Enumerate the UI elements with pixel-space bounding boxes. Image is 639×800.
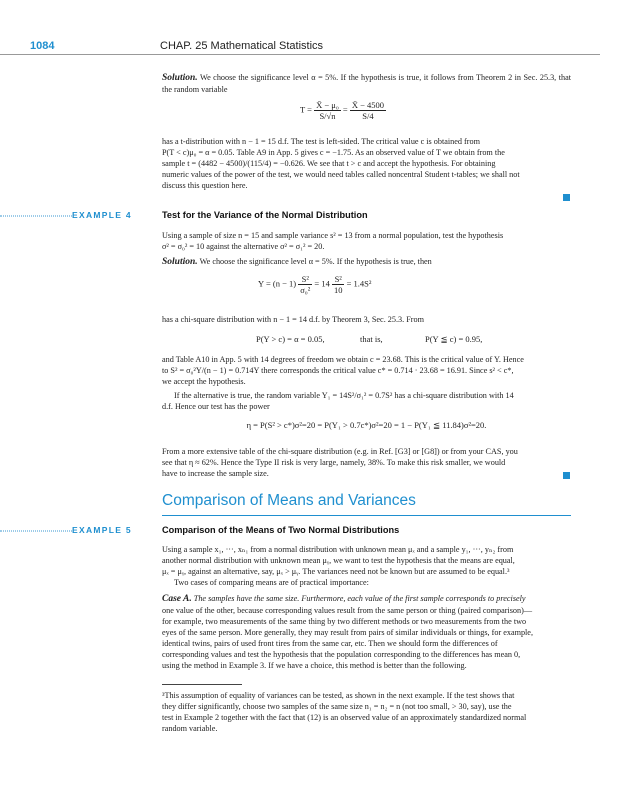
- page-header: [0, 40, 639, 56]
- text-line: to S² = σ₀²Y/(n − 1) = 0.714Y there corresponds the critical value c* = 0.714 · 23.68 = 16.91. Since s² < c*,: [162, 366, 514, 375]
- chapter-title: CHAP. 25 Mathematical Statistics: [160, 40, 324, 52]
- eq-Y-frac1-den: σ₀²: [300, 285, 311, 295]
- example-5-label: EXAMPLE 5: [72, 525, 132, 535]
- eq-Y-frac1-num: S²: [298, 274, 312, 285]
- eq-Y-frac2: [332, 274, 345, 295]
- text-line: we accept the hypothesis.: [162, 377, 246, 386]
- equation-Y: [258, 274, 488, 295]
- case-a-label: Case A.: [162, 594, 192, 604]
- text-line: sample t = (4482 − 4500)/(115/4) = −0.626. We see that t > c and accept the hypothesis. For obtaining: [162, 159, 496, 168]
- text-line: Using a sample x₁, ···, xₙ₁ from a normal distribution with unknown mean μₓ and a sample y₁, ···, yₙ₂ from: [162, 545, 514, 554]
- eq-Y-left: Y = (n − 1): [258, 278, 297, 289]
- example-marker-line: [0, 215, 72, 217]
- text-line: see that η ≈ 62%. Hence the Type II risk is very large, namely, 38%. To make this risk smaller, we would: [162, 458, 506, 467]
- eq-T-frac1-den: S/√n: [319, 111, 336, 121]
- text-line: has a t-distribution with n − 1 = 15 d.f. The test is left-sided. The critical value c is obtained from: [162, 137, 480, 146]
- section-rule: [162, 515, 571, 516]
- chi-square-line: has a chi-square distribution with n − 1 = 14 d.f. by Theorem 3, Sec. 25.3. From: [162, 315, 424, 324]
- text-line: From a more extensive table of the chi-square distribution (e.g. in Ref. [G3] or [G8]) or from your CAS, you: [162, 447, 518, 456]
- example-4-statement: [162, 230, 571, 252]
- text-line: μₓ = μᵧ, against an alternative, say, μₓ > μᵧ. The variances need not be known but are assumed to be equal.³: [162, 567, 510, 576]
- text-line: have to increase the sample size.: [162, 469, 269, 478]
- eq-T-equals: =: [342, 104, 348, 115]
- example-5-statement: [162, 544, 571, 588]
- example-5-title: Comparison of the Means of Two Normal Distributions: [162, 525, 400, 535]
- eq-T-frac2: [350, 100, 386, 121]
- eq-T-frac1-num: X̄ − μ₀: [316, 100, 339, 110]
- text-line: random variable.: [162, 724, 218, 733]
- text-line: for example, two measurements of the same thing by two different methods or two measurements from the two: [162, 617, 527, 626]
- alternative-paragraph: [162, 390, 571, 412]
- text-line: using the method in Example 3. If we have a choice, this method is better than the following.: [162, 661, 467, 670]
- text-line: they differ significantly, choose two samples of the same size n₁ = n₂ = n (not too small, > 30, say), use the: [162, 702, 512, 711]
- example-4-title: Test for the Variance of the Normal Distribution: [162, 210, 368, 220]
- solution-text: We choose the significance level α = 5%. If the hypothesis is true, then: [199, 257, 432, 266]
- equation-P1: P(Y > c) = α = 0.05,: [256, 334, 325, 344]
- text-line: identical twins, pairs of used front tires from the same car, etc. Then we should form the differences of: [162, 639, 498, 648]
- text-line: corresponding values and test the hypothesis that the population corresponding to the differences has mean 0,: [162, 650, 521, 659]
- text-line: numeric values of the power of the test, we would need tables called noncentral Student t-tables; we shall not: [162, 170, 520, 179]
- text-line: [162, 593, 571, 605]
- footnote-rule: [162, 684, 242, 685]
- eq-T-left: T =: [300, 104, 312, 115]
- solution-label: Solution.: [162, 257, 198, 267]
- end-of-proof-square: [563, 472, 570, 479]
- equation-power: η = P(S² > c*)σ²=20 = P(Y₁ > 0.7c*)σ²=20 = 1 − P(Y₁ ≦ 11.84)σ²=20.: [246, 420, 487, 430]
- example-marker-line: [0, 530, 72, 532]
- eq-Y-mid: = 14: [314, 278, 330, 289]
- end-of-proof-square: [563, 194, 570, 201]
- text-line: If the alternative is true, the random variable Y₁ = 14S²/σ₁² = 0.7S² has a chi-square distribution with 14: [174, 391, 514, 400]
- header-rule: [0, 54, 600, 55]
- text-line: Two cases of comparing means are of practical importance:: [174, 578, 369, 587]
- text-line: Using a sample of size n = 15 and sample variance s² = 13 from a normal population, test the hypothesis: [162, 231, 504, 240]
- conclusion-paragraph: [162, 446, 571, 479]
- case-a-paragraph: [162, 593, 571, 671]
- equation-P2: P(Y ≦ c) = 0.95,: [425, 334, 483, 344]
- eq-Y-frac2-den: 10: [333, 285, 343, 295]
- example-4-label: EXAMPLE 4: [72, 210, 132, 220]
- solution-intro: [162, 72, 571, 95]
- solution-label: Solution.: [162, 73, 198, 83]
- page-number: 1084: [30, 40, 55, 52]
- text-line: eyes of the same person. More generally, they may result from pairs of similar individuals or things, for example,: [162, 628, 533, 637]
- text-line: ³This assumption of equality of variances can be tested, as shown in the next example. If the test shows that: [162, 691, 515, 700]
- text-line: one value of the other, because corresponding values result from the same person or thing (paired comparison)—: [162, 606, 533, 615]
- text-line: and Table A10 in App. 5 with 14 degrees of freedom we obtain c = 23.68. This is the critical value of Y. Hence: [162, 355, 524, 364]
- text-line: P(T < c)μ₀ = α = 0.05. Table A9 in App. 5 gives c = −1.75. As an observed value of T we obtain from the: [162, 148, 505, 157]
- solution-paragraph: [162, 136, 571, 191]
- text-line: test in Example 2 together with the fact that (12) is an observed value of an approximately standardized normal: [162, 713, 527, 722]
- eq-T-frac1: [314, 100, 341, 121]
- text-line: discuss this question here.: [162, 181, 248, 190]
- table-paragraph: [162, 354, 571, 387]
- eq-T-frac2-num: X̄ − 4500: [351, 100, 385, 110]
- eq-Y-frac1: [298, 274, 312, 295]
- equation-T: [300, 100, 460, 121]
- footnote: [162, 690, 571, 734]
- text-line: d.f. Hence our test has the power: [162, 402, 270, 411]
- solution-intro-text: We choose the significance level α = 5%. If the hypothesis is true, it follows from Theorem 2 in Sec. 25.3, that the random variable: [162, 73, 571, 94]
- eq-T-frac2-den: S/4: [362, 111, 374, 121]
- example-4-solution: [162, 256, 571, 268]
- eq-Y-right: = 1.4S²: [346, 278, 372, 289]
- case-a-first-line: The samples have the same size. Furthermore, each value of the first sample corresponds to precisely: [193, 594, 526, 603]
- eq-Y-frac2-num: S²: [332, 274, 345, 285]
- text-line: another normal distribution with unknown mean μᵧ, we want to test the hypothesis that the means are equal,: [162, 556, 515, 565]
- equation-thatis: that is,: [360, 334, 383, 344]
- section-title: Comparison of Means and Variances: [162, 492, 416, 509]
- text-line: σ² = σ₀² = 10 against the alternative σ² = σ₁² = 20.: [162, 242, 325, 251]
